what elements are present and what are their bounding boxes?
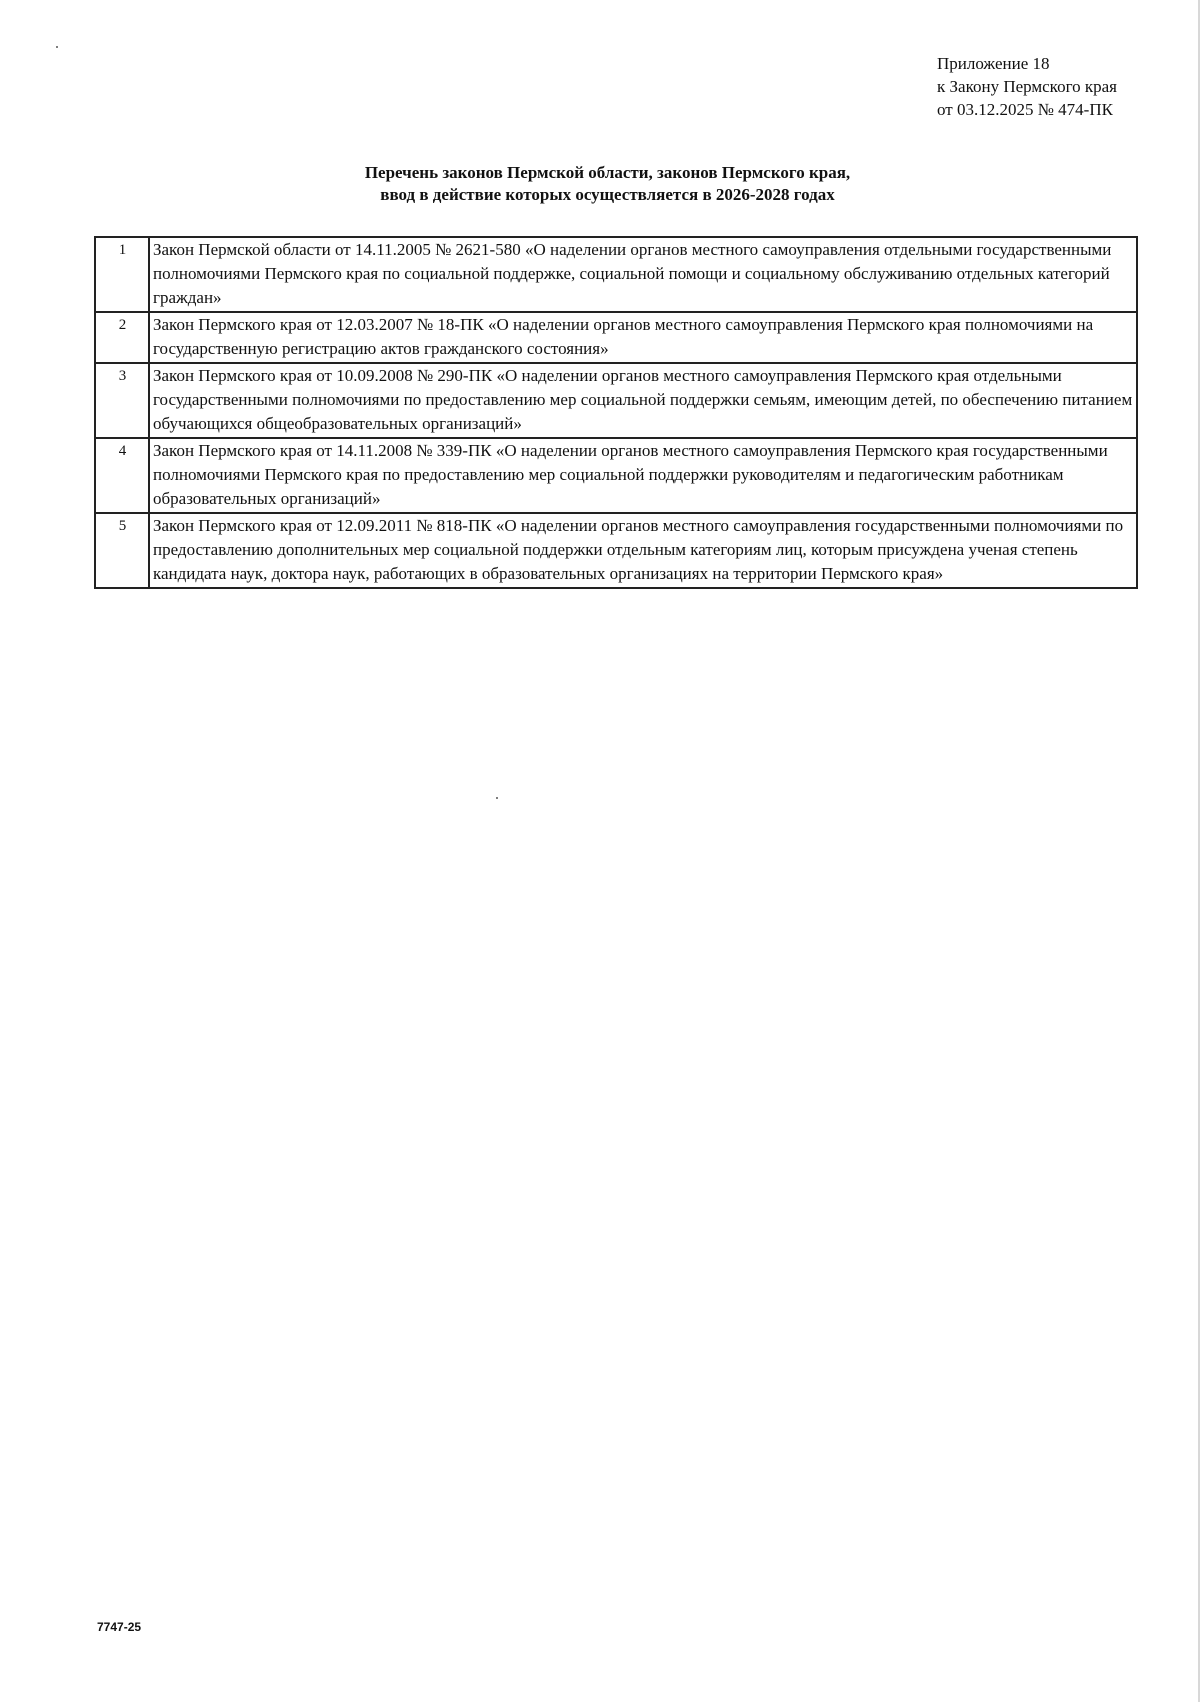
table-row <box>95 513 1137 588</box>
document-code: 7747-25 <box>97 1620 142 1634</box>
row-number: 1 <box>95 237 149 312</box>
scan-speck <box>496 797 498 799</box>
title-line-1: Перечень законов Пермской области, законов Пермского края, <box>364 163 851 182</box>
scan-speck <box>56 46 58 48</box>
appendix-law-reference: к Закону Пермского края <box>937 77 1118 96</box>
document-title <box>130 162 1085 206</box>
row-number: 5 <box>95 513 149 588</box>
appendix-number: Приложение 18 <box>937 54 1050 73</box>
table-row <box>95 438 1137 513</box>
law-description: Закон Пермского края от 12.03.2007 № 18-ПК «О наделении органов местного самоуправления Пермского края полномочиями на государственную регистрацию актов гражданского состояния» <box>149 312 1137 363</box>
appendix-note <box>937 52 1187 121</box>
laws-table <box>94 236 1138 589</box>
row-number: 4 <box>95 438 149 513</box>
appendix-law-date: от 03.12.2025 № 474-ПК <box>937 100 1113 119</box>
title-line-2: ввод в действие которых осуществляется в 2026-2028 годах <box>380 185 835 204</box>
law-description: Закон Пермского края от 12.09.2011 № 818-ПК «О наделении органов местного самоуправления государственными полномочиями по предоставлению дополнительных мер социальной поддержки отдельным категориям лиц, которым присуждена ученая степень кандидата наук, доктора наук, работающих в образовательных организациях на территории Пермского края» <box>149 513 1137 588</box>
law-description: Закон Пермского края от 14.11.2008 № 339-ПК «О наделении органов местного самоуправления Пермского края государственными полномочиями Пермского края по предоставлению мер социальной поддержки руководителям и педагогическим работникам образовательных организаций» <box>149 438 1137 513</box>
law-description: Закон Пермской области от 14.11.2005 № 2621-580 «О наделении органов местного самоуправления отдельными государственными полномочиями Пермского края по социальной поддержке, социальной помощи и социальному обслуживанию отдельных категорий граждан» <box>149 237 1137 312</box>
row-number: 3 <box>95 363 149 438</box>
table-row <box>95 363 1137 438</box>
table-row <box>95 237 1137 312</box>
law-description: Закон Пермского края от 10.09.2008 № 290-ПК «О наделении органов местного самоуправления Пермского края отдельными государственными полномочиями по предоставлению мер социальной поддержки семьям, имеющим детей, по обеспечению питанием обучающихся общеобразовательных организаций» <box>149 363 1137 438</box>
table-row <box>95 312 1137 363</box>
row-number: 2 <box>95 312 149 363</box>
